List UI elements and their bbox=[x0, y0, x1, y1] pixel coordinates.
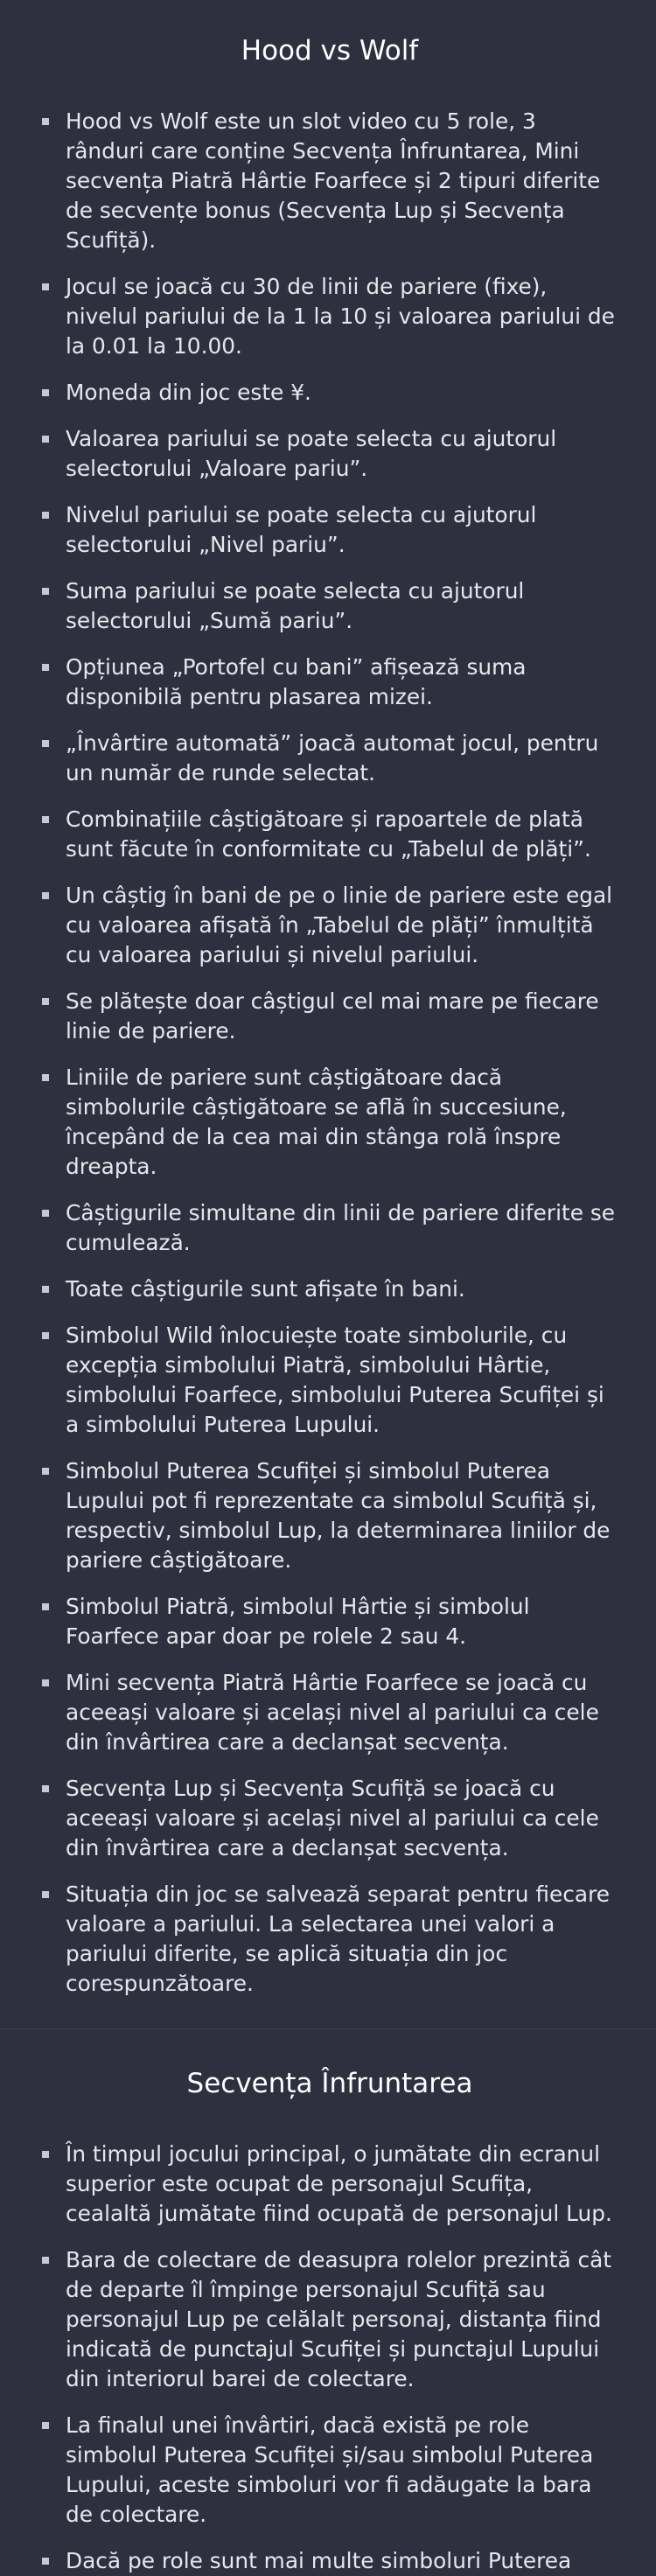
bullet-icon bbox=[42, 816, 49, 823]
list-item bbox=[42, 1063, 618, 1182]
rule-text: Mini secvența Piatră Hârtie Foarfece se joacă cu aceeași valoare și același nivel al pariului ca cele din învârtirea care a declanșat secvența. bbox=[66, 1670, 599, 1755]
bullet-icon bbox=[42, 588, 49, 595]
list-item bbox=[42, 653, 618, 712]
list-item bbox=[42, 2245, 618, 2394]
list-item bbox=[42, 424, 618, 484]
section-title-game: Hood vs Wolf bbox=[241, 35, 419, 66]
rule-text: Jocul se joacă cu 30 de linii de pariere (fixe), nivelul pariului de la 1 la 10 și valoarea pariului de la 0.01 la 10.00. bbox=[66, 274, 615, 359]
bullet-icon bbox=[42, 1785, 49, 1792]
list-item bbox=[42, 987, 618, 1046]
rule-text: Simbolul Puterea Scufiței și simbolul Puterea Lupului pot fi reprezentate ca simbolul Scufiță și, respectiv, simbolul Lup, la determinarea liniilor de pariere câștigătoare. bbox=[66, 1458, 611, 1573]
rules-list-game bbox=[42, 107, 618, 1999]
rule-text: Se plătește doar câștigul cel mai mare pe fiecare linie de pariere. bbox=[66, 988, 599, 1044]
list-item bbox=[42, 500, 618, 560]
list-item bbox=[42, 272, 618, 361]
bullet-icon bbox=[42, 740, 49, 747]
rule-text: Moneda din joc este ¥. bbox=[66, 380, 311, 405]
list-item bbox=[42, 2140, 618, 2229]
bullet-icon bbox=[42, 436, 49, 443]
bullet-icon bbox=[42, 118, 49, 125]
bullet-icon bbox=[42, 1603, 49, 1610]
bullet-icon bbox=[42, 1468, 49, 1475]
rule-text: La finalul unei învârtiri, dacă există pe role simbolul Puterea Scufiței și/sau simbolul Puterea Lupului, aceste simboluri vor fi adăugate la bara de colectare. bbox=[66, 2412, 594, 2527]
list-item bbox=[42, 1456, 618, 1575]
list-item bbox=[42, 1198, 618, 1258]
rule-text: Valoarea pariului se poate selecta cu ajutorul selectorului „Valoare pariu”. bbox=[66, 426, 557, 481]
list-item bbox=[42, 2546, 618, 2576]
list-item bbox=[42, 1880, 618, 1999]
list-item bbox=[42, 881, 618, 970]
bullet-icon bbox=[42, 283, 49, 290]
bullet-icon bbox=[42, 1074, 49, 1081]
bullet-icon bbox=[42, 2558, 49, 2565]
rule-text: Nivelul pariului se poate selecta cu ajutorul selectorului „Nivel pariu”. bbox=[66, 502, 537, 557]
bullet-icon bbox=[42, 2257, 49, 2264]
bullet-icon bbox=[42, 1286, 49, 1293]
rule-text: Liniile de pariere sunt câștigătoare dacă simbolurile câștigătoare se află în succesiune, începând de la cea mai din stânga rolă înspre dreapta. bbox=[66, 1065, 567, 1179]
bullet-icon bbox=[42, 664, 49, 671]
list-item bbox=[42, 1774, 618, 1863]
bullet-icon bbox=[42, 998, 49, 1005]
rules-list-face-off bbox=[42, 2140, 618, 2576]
rule-text: Un câștig în bani de pe o linie de pariere este egal cu valoarea afișată în „Tabelul de plăți” înmulțită cu valoarea pariului și nivelul pariului. bbox=[66, 883, 613, 967]
list-item bbox=[42, 1321, 618, 1440]
list-item bbox=[42, 378, 618, 408]
section-title-face-off: Secvența Înfruntarea bbox=[186, 2068, 473, 2099]
rule-text: Opțiunea „Portofel cu bani” afișează suma disponibilă pentru plasarea mizei. bbox=[66, 654, 527, 709]
rule-text: Dacă pe role sunt mai multe simboluri Puterea bbox=[66, 2548, 572, 2573]
rule-text: Simbolul Piatră, simbolul Hârtie și simbolul Foarfece apar doar pe rolele 2 sau 4. bbox=[66, 1594, 530, 1649]
list-item bbox=[42, 1592, 618, 1651]
bullet-icon bbox=[42, 1332, 49, 1339]
list-item bbox=[42, 729, 618, 788]
rule-text: Hood vs Wolf este un slot video cu 5 role, 3 rânduri care conține Secvența Înfruntarea, Mini secvența Piatră Hârtie Foarfece și 2 tipuri diferite de secvențe bonus (Secvența Lup și Secvența Scufiță). bbox=[66, 108, 601, 253]
face-off-section bbox=[0, 2029, 656, 2576]
rule-text: Simbolul Wild înlocuiește toate simbolurile, cu excepția simbolului Piatră, simbolului Hârtie, simbolului Foarfece, simbolului Puterea Scufiței și a simbolului Puterea Lupului. bbox=[66, 1323, 604, 1437]
rule-text: Secvența Lup și Secvența Scufiță se joacă cu aceeași valoare și același nivel al pariului ca cele din învârtirea care a declanșat secvența. bbox=[66, 1776, 599, 1860]
bullet-icon bbox=[42, 1679, 49, 1686]
list-item bbox=[42, 1274, 618, 1304]
rule-text: Bara de colectare de deasupra rolelor prezintă cât de departe îl împinge personajul Scufiță sau personajul Lup pe celălalt personaj, distanța fiind indicată de punctajul Scufiței și punctajul Lupului din interiorul barei de colectare. bbox=[66, 2247, 612, 2391]
bullet-icon bbox=[42, 389, 49, 396]
list-item bbox=[42, 107, 618, 255]
rule-text: Combinațiile câștigătoare și rapoartele de plată sunt făcute în conformitate cu „Tabelul de plăți”. bbox=[66, 806, 591, 862]
rule-text: În timpul jocului principal, o jumătate din ecranul superior este ocupat de personajul Scufița, cealaltă jumătate fiind ocupată de personajul Lup. bbox=[66, 2141, 612, 2226]
bullet-icon bbox=[42, 512, 49, 519]
list-item bbox=[42, 576, 618, 636]
rule-text: „Învârtire automată” joacă automat jocul, pentru un număr de runde selectat. bbox=[66, 730, 599, 785]
bullet-icon bbox=[42, 892, 49, 899]
list-item bbox=[42, 2411, 618, 2530]
bullet-icon bbox=[42, 2422, 49, 2429]
rule-text: Situația din joc se salvează separat pentru fiecare valoare a pariului. La selectarea unei valori a pariului diferite, se aplică situația din joc corespunzătoare. bbox=[66, 1881, 610, 1996]
rule-text: Toate câștigurile sunt afișate în bani. bbox=[66, 1276, 465, 1302]
bullet-icon bbox=[42, 1891, 49, 1898]
rule-text: Câștigurile simultane din linii de pariere diferite se cumulează. bbox=[66, 1200, 616, 1255]
rule-text: Suma pariului se poate selecta cu ajutorul selectorului „Sumă pariu”. bbox=[66, 578, 525, 633]
bullet-icon bbox=[42, 2151, 49, 2158]
list-item bbox=[42, 1668, 618, 1757]
list-item bbox=[42, 805, 618, 864]
bullet-icon bbox=[42, 1210, 49, 1217]
